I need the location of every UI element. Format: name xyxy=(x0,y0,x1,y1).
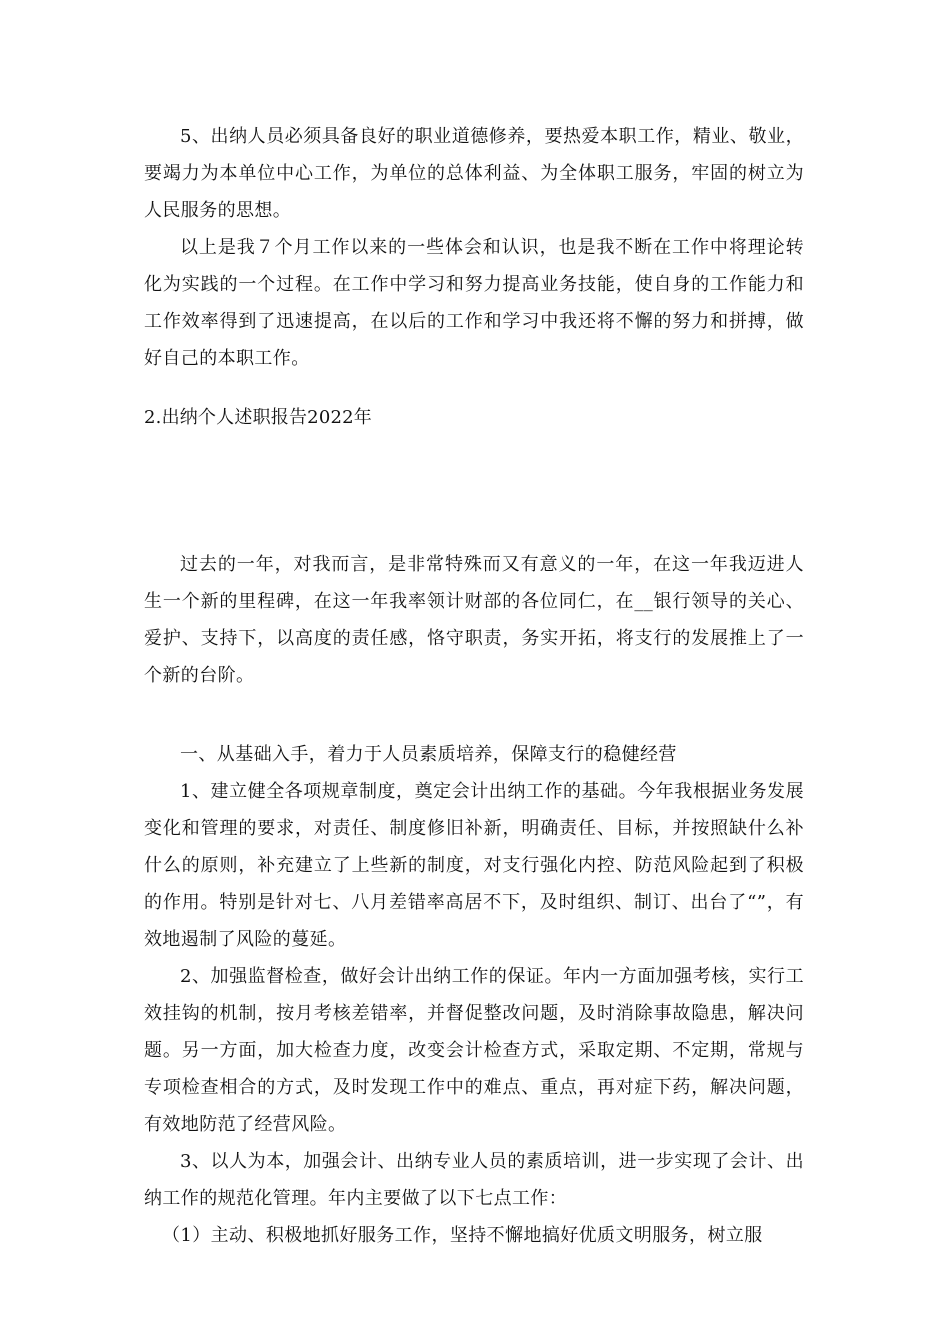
spacer xyxy=(144,694,804,736)
paragraph-item-3-1: （1）主动、积极地抓好服务工作，坚持不懈地搞好优质文明服务，树立服 xyxy=(162,1225,763,1246)
spacer xyxy=(144,377,804,399)
sub-heading-1: 一、从基础入手，着力于人员素质培养，保障支行的稳健经营 xyxy=(180,744,677,765)
paragraph-item-3: 3、以人为本，加强会计、出纳专业人员的素质培训，进一步实现了会计、出纳工作的规范化管理。年内主要做了以下七点工作： xyxy=(144,1151,804,1209)
document-page xyxy=(144,118,804,1254)
spacer xyxy=(144,436,804,546)
paragraph-summary: 以上是我７个月工作以来的一些体会和认识，也是我不断在工作中将理论转化为实践的一个过程。在工作中学习和努力提高业务技能，使自身的工作能力和工作效率得到了迅速提高，在以后的工作和学习中我还将不懈的努力和拼搏，做好自己的本职工作。 xyxy=(144,237,804,369)
paragraph-item-1: 1、建立健全各项规章制度，奠定会计出纳工作的基础。今年我根据业务发展变化和管理的要求，对责任、制度修旧补新，明确责任、目标，并按照缺什么补什么的原则，补充建立了上些新的制度，对支行强化内控、防范风险起到了积极的作用。特别是针对七、八月差错率高居不下，及时组织、制订、出台了“”，有效地遏制了风险的蔓延。 xyxy=(144,781,804,950)
paragraph-item-2: 2、加强监督检查，做好会计出纳工作的保证。年内一方面加强考核，实行工效挂钩的机制，按月考核差错率，并督促整改问题，及时消除事故隐患，解决问题。另一方面，加大检查力度，改变会计检查方式，采取定期、不定期，常规与专项检查相合的方式，及时发现工作中的难点、重点，再对症下药，解决问题，有效地防范了经营风险。 xyxy=(144,966,804,1135)
section-heading: 2.出纳个人述职报告2022年 xyxy=(144,407,372,428)
paragraph-item-5: 5、出纳人员必须具备良好的职业道德修养，要热爱本职工作，精业、敬业，要竭力为本单位中心工作，为单位的总体利益、为全体职工服务，牢固的树立为人民服务的思想。 xyxy=(144,126,804,221)
paragraph-intro: 过去的一年，对我而言，是非常特殊而又有意义的一年，在这一年我迈进人生一个新的里程碑，在这一年我率领计财部的各位同仁，在__银行领导的关心、爱护、支持下，以高度的责任感，恪守职责，务实开拓，将支行的发展推上了一个新的台阶。 xyxy=(144,554,804,686)
